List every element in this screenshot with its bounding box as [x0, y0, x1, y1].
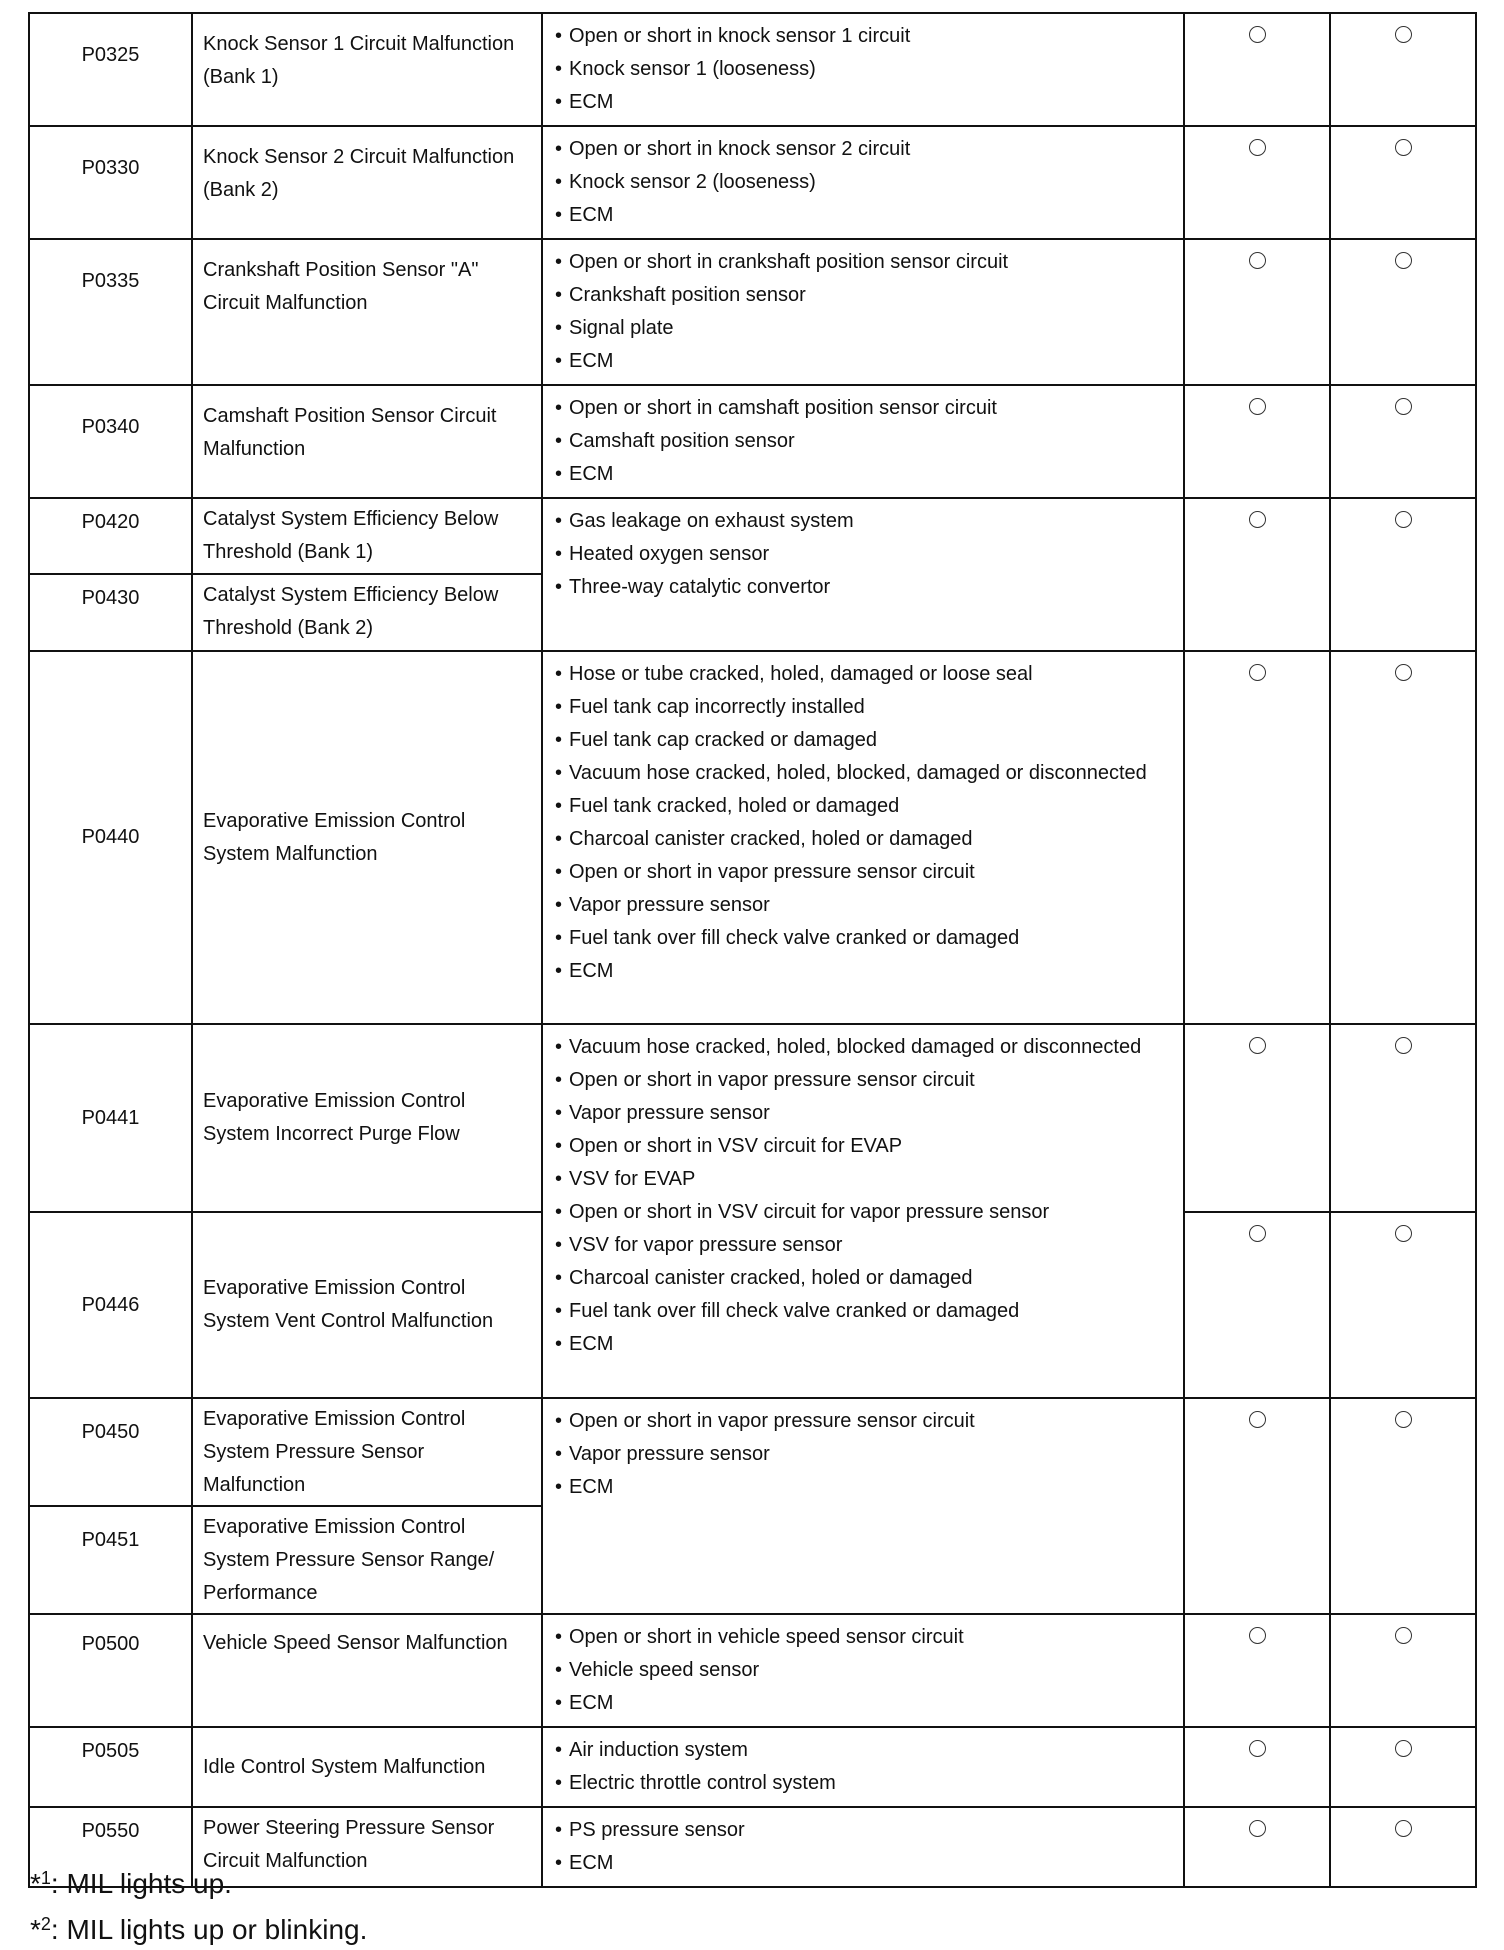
cause-item: • ECM [553, 955, 1173, 988]
circle-mark [1249, 1225, 1266, 1242]
table-row [29, 651, 1476, 1024]
detection-item: Catalyst System Efficiency Below Threshold (Bank 2) [192, 574, 542, 651]
dtc-code: P0450 [29, 1398, 192, 1506]
cause-item: • ECM [553, 199, 1173, 232]
cause-item: • VSV for vapor pressure sensor [553, 1229, 1173, 1262]
cause-list [553, 1814, 1173, 1880]
mil-mark-2 [1330, 1807, 1476, 1887]
cause-item: • Charcoal canister cracked, holed or damaged [553, 1262, 1173, 1295]
circle-mark [1249, 1411, 1266, 1428]
detection-item: Camshaft Position Sensor Circuit Malfunction [192, 385, 542, 498]
detection-item: Crankshaft Position Sensor "A" Circuit Malfunction [192, 239, 542, 385]
cause-item: • ECM [553, 1847, 1173, 1880]
cause-list [553, 1734, 1173, 1800]
cause-item: • Open or short in knock sensor 2 circuit [553, 133, 1173, 166]
detection-item: Evaporative Emission Control System Incorrect Purge Flow [192, 1024, 542, 1212]
mil-mark-2 [1330, 1614, 1476, 1727]
mil-mark-2 [1330, 1727, 1476, 1807]
cause-item: • Fuel tank cap cracked or damaged [553, 724, 1173, 757]
circle-mark [1395, 511, 1412, 528]
table-row [29, 126, 1476, 239]
detection-item: Vehicle Speed Sensor Malfunction [192, 1614, 542, 1727]
cause-item: • Vapor pressure sensor [553, 1097, 1173, 1130]
cause-list [553, 1405, 1173, 1504]
cause-item: • ECM [553, 1471, 1173, 1504]
cause-item: • Open or short in VSV circuit for vapor pressure sensor [553, 1196, 1173, 1229]
mil-mark-1 [1184, 385, 1330, 498]
cause-list [553, 133, 1173, 232]
cause-item: • PS pressure sensor [553, 1814, 1173, 1847]
trouble-area [542, 1727, 1184, 1807]
cause-item: • Camshaft position sensor [553, 425, 1173, 458]
table-row [29, 498, 1476, 574]
cause-item: • Signal plate [553, 312, 1173, 345]
trouble-area [542, 1807, 1184, 1887]
mil-mark-2 [1330, 498, 1476, 651]
detection-item: Knock Sensor 1 Circuit Malfunction (Bank 1) [192, 13, 542, 126]
trouble-area [542, 651, 1184, 1024]
circle-mark [1395, 1037, 1412, 1054]
dtc-code: P0330 [29, 126, 192, 239]
circle-mark [1395, 664, 1412, 681]
cause-item: • ECM [553, 86, 1173, 119]
footnote-star: * [30, 1868, 41, 1899]
mil-mark-1 [1184, 1398, 1330, 1614]
circle-mark [1249, 1037, 1266, 1054]
mil-mark-1 [1184, 1024, 1330, 1212]
footnote-star: * [30, 1914, 41, 1945]
cause-item: • ECM [553, 1328, 1173, 1361]
dtc-table [28, 12, 1477, 1888]
circle-mark [1249, 1820, 1266, 1837]
dtc-code: P0505 [29, 1727, 192, 1807]
circle-mark [1395, 1225, 1412, 1242]
table-row [29, 1024, 1476, 1212]
cause-list [553, 392, 1173, 491]
cause-item: • Fuel tank over fill check valve cranked or damaged [553, 922, 1173, 955]
cause-item: • Knock sensor 2 (looseness) [553, 166, 1173, 199]
cause-item: • Hose or tube cracked, holed, damaged or loose seal [553, 658, 1173, 691]
mil-mark-1 [1184, 498, 1330, 651]
footnote-text: : MIL lights up. [50, 1868, 232, 1899]
mil-mark-2 [1330, 385, 1476, 498]
circle-mark [1395, 139, 1412, 156]
cause-list [553, 658, 1173, 988]
mil-mark-2 [1330, 1212, 1476, 1398]
cause-item: • Gas leakage on exhaust system [553, 505, 1173, 538]
mil-mark-1 [1184, 13, 1330, 126]
cause-item: • Vehicle speed sensor [553, 1654, 1173, 1687]
table-row [29, 1398, 1476, 1506]
table-row [29, 1614, 1476, 1727]
trouble-area [542, 385, 1184, 498]
table-row [29, 1727, 1476, 1807]
cause-item: • Knock sensor 1 (looseness) [553, 53, 1173, 86]
dtc-code: P0340 [29, 385, 192, 498]
cause-item: • Vacuum hose cracked, holed, blocked damaged or disconnected [553, 1031, 1173, 1064]
detection-item: Evaporative Emission Control System Malfunction [192, 651, 542, 1024]
cause-list [553, 1031, 1173, 1361]
dtc-code: P0451 [29, 1506, 192, 1614]
detection-item: Idle Control System Malfunction [192, 1727, 542, 1807]
mil-mark-1 [1184, 1212, 1330, 1398]
mil-mark-2 [1330, 239, 1476, 385]
cause-item: • Heated oxygen sensor [553, 538, 1173, 571]
mil-mark-1 [1184, 1807, 1330, 1887]
dtc-code: P0441 [29, 1024, 192, 1212]
footnote-text: : MIL lights up or blinking. [50, 1914, 368, 1945]
cause-list [553, 1621, 1173, 1720]
circle-mark [1249, 1740, 1266, 1757]
trouble-area [542, 498, 1184, 651]
cause-item: • Vapor pressure sensor [553, 889, 1173, 922]
circle-mark [1249, 1627, 1266, 1644]
cause-item: • Open or short in VSV circuit for EVAP [553, 1130, 1173, 1163]
cause-item: • Crankshaft position sensor [553, 279, 1173, 312]
circle-mark [1395, 1820, 1412, 1837]
detection-item: Evaporative Emission Control System Pressure Sensor Range/ Performance [192, 1506, 542, 1614]
circle-mark [1249, 26, 1266, 43]
cause-item: • Three-way catalytic convertor [553, 571, 1173, 604]
circle-mark [1395, 398, 1412, 415]
circle-mark [1395, 26, 1412, 43]
table-row [29, 239, 1476, 385]
mil-mark-2 [1330, 651, 1476, 1024]
footnotes [30, 1858, 367, 1950]
footnote-2 [30, 1904, 367, 1950]
cause-item: • Open or short in vehicle speed sensor circuit [553, 1621, 1173, 1654]
circle-mark [1395, 1740, 1412, 1757]
footnote-1 [30, 1858, 367, 1904]
circle-mark [1249, 664, 1266, 681]
mil-mark-2 [1330, 1398, 1476, 1614]
cause-item: • Electric throttle control system [553, 1767, 1173, 1800]
cause-item: • Vapor pressure sensor [553, 1438, 1173, 1471]
mil-mark-2 [1330, 13, 1476, 126]
dtc-code: P0420 [29, 498, 192, 574]
cause-list [553, 20, 1173, 119]
cause-item: • Air induction system [553, 1734, 1173, 1767]
dtc-code: P0500 [29, 1614, 192, 1727]
detection-item: Evaporative Emission Control System Pressure Sensor Malfunction [192, 1398, 542, 1506]
circle-mark [1249, 252, 1266, 269]
circle-mark [1395, 1627, 1412, 1644]
mil-mark-1 [1184, 651, 1330, 1024]
detection-item: Power Steering Pressure Sensor Circuit Malfunction [192, 1807, 542, 1887]
dtc-code: P0550 [29, 1807, 192, 1887]
mil-mark-1 [1184, 1614, 1330, 1727]
dtc-code: P0430 [29, 574, 192, 651]
table-row [29, 385, 1476, 498]
cause-item: • Vacuum hose cracked, holed, blocked, damaged or disconnected [553, 757, 1173, 790]
cause-item: • ECM [553, 1687, 1173, 1720]
trouble-area [542, 239, 1184, 385]
trouble-area [542, 13, 1184, 126]
cause-item: • Open or short in vapor pressure sensor circuit [553, 1405, 1173, 1438]
footnote-number: 1 [40, 1868, 51, 1888]
cause-item: • Fuel tank cap incorrectly installed [553, 691, 1173, 724]
cause-item: • Charcoal canister cracked, holed or damaged [553, 823, 1173, 856]
dtc-code: P0446 [29, 1212, 192, 1398]
dtc-code: P0440 [29, 651, 192, 1024]
detection-item: Knock Sensor 2 Circuit Malfunction (Bank 2) [192, 126, 542, 239]
cause-item: • VSV for EVAP [553, 1163, 1173, 1196]
circle-mark [1249, 398, 1266, 415]
detection-item: Catalyst System Efficiency Below Threshold (Bank 1) [192, 498, 542, 574]
cause-item: • Fuel tank cracked, holed or damaged [553, 790, 1173, 823]
mil-mark-1 [1184, 1727, 1330, 1807]
dtc-code: P0335 [29, 239, 192, 385]
trouble-area [542, 1024, 1184, 1398]
cause-list [553, 505, 1173, 604]
cause-item: • ECM [553, 458, 1173, 491]
cause-item: • Open or short in vapor pressure sensor circuit [553, 1064, 1173, 1097]
trouble-area [542, 1398, 1184, 1614]
trouble-area [542, 1614, 1184, 1727]
mil-mark-2 [1330, 126, 1476, 239]
circle-mark [1249, 139, 1266, 156]
cause-item: • Fuel tank over fill check valve cranked or damaged [553, 1295, 1173, 1328]
cause-item: • Open or short in vapor pressure sensor circuit [553, 856, 1173, 889]
circle-mark [1395, 252, 1412, 269]
cause-list [553, 246, 1173, 378]
circle-mark [1249, 511, 1266, 528]
cause-item: • ECM [553, 345, 1173, 378]
circle-mark [1395, 1411, 1412, 1428]
mil-mark-2 [1330, 1024, 1476, 1212]
cause-item: • Open or short in knock sensor 1 circuit [553, 20, 1173, 53]
cause-item: • Open or short in camshaft position sensor circuit [553, 392, 1173, 425]
trouble-area [542, 126, 1184, 239]
table-row [29, 13, 1476, 126]
dtc-code: P0325 [29, 13, 192, 126]
footnote-number: 2 [40, 1914, 51, 1934]
mil-mark-1 [1184, 239, 1330, 385]
cause-item: • Open or short in crankshaft position sensor circuit [553, 246, 1173, 279]
detection-item: Evaporative Emission Control System Vent Control Malfunction [192, 1212, 542, 1398]
mil-mark-1 [1184, 126, 1330, 239]
